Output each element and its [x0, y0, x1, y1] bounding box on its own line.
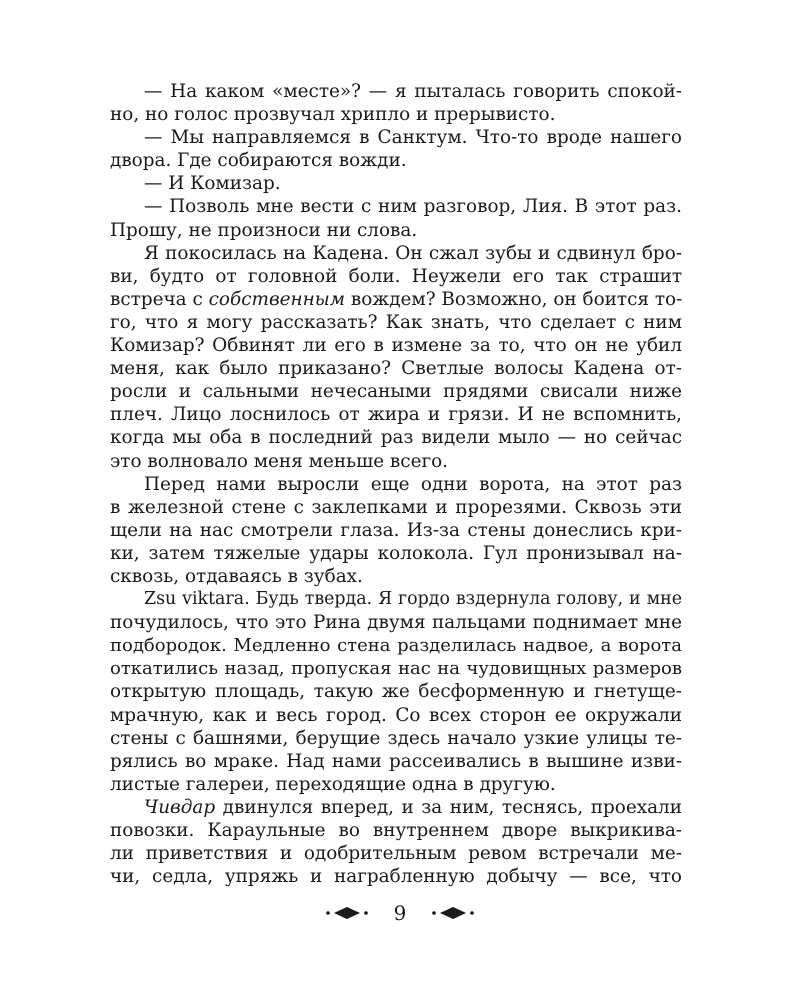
text-line: откатились назад, пропуская нас на чудовищных размеров	[110, 658, 682, 680]
text-line: — Позволь мне вести с ним разговор, Лия. В этот раз.	[144, 196, 682, 218]
right-ornament-icon	[428, 906, 476, 920]
text-line: — На каком «месте»? — я пыталась говорить спокой-	[144, 81, 682, 102]
text-line: ви, будто от головной боли. Неужели его так страшит	[110, 265, 682, 287]
text-line: Прошу, не произноси ни слова.	[110, 219, 418, 241]
text-line: сквозь, отдаваясь в зубах.	[110, 565, 363, 587]
text-line: плеч. Лицо лоснилось от жира и грязи. И не вспомнить,	[110, 404, 682, 426]
page-footer	[0, 895, 800, 931]
text-line	[110, 796, 682, 819]
text-line: когда мы оба в последний раз видели мыло — но сейчас	[110, 427, 682, 449]
text-line: Комизар? Обвинят ли его в измене за то, что он не убил	[110, 335, 682, 357]
text-line: мрачную, как и весь город. Со всех сторон ее окружали	[110, 704, 682, 726]
text-line: Перед нами выросли еще одни ворота, на этот раз	[144, 473, 682, 495]
page-number: 9	[393, 901, 407, 925]
text-segment: встреча с	[110, 288, 209, 310]
text-line: меня, как было приказано? Светлые волосы Кадена от-	[110, 358, 682, 380]
body-text	[110, 80, 682, 888]
text-line: чи, седла, упряжь и награбленную добычу — все, что	[110, 866, 682, 888]
emphasis-text: собственным	[208, 288, 345, 310]
text-line	[110, 288, 682, 311]
text-line: ли приветствия и одобрительным ревом встречали ме-	[110, 843, 682, 865]
text-line: щели на нас смотрели глаза. Из-за стены донеслись кри-	[110, 519, 682, 541]
text-line: повозки. Караульные во внутреннем дворе выкрикива-	[110, 820, 682, 841]
text-line: листые галереи, переходящие одна в другую.	[110, 773, 556, 795]
text-line: — И Комизар.	[144, 173, 281, 195]
emphasis-text: Чивдар	[144, 796, 216, 818]
text-line: это волновало меня меньше всего.	[110, 450, 449, 472]
text-line: Я покосилась на Кадена. Он сжал зубы и сдвинул бро-	[144, 242, 682, 264]
text-segment: вождем? Возможно, он боится то-	[345, 288, 683, 310]
text-line: почудилось, что это Рина двумя пальцами поднимает мне	[110, 612, 682, 634]
text-line: но, но голос прозвучал хрипло и прерывисто.	[110, 104, 556, 126]
left-ornament-icon	[324, 906, 372, 920]
text-line: Zsu viktara. Будь тверда. Я гордо вздернула голову, и мне	[144, 589, 682, 610]
text-line: го, что я могу рассказать? Как знать, что сделает с ним	[110, 311, 682, 333]
text-segment: двинулся вперед, и за ним, теснясь, проехали	[215, 796, 682, 818]
text-line: открытую площадь, такую же бесформенную и гнетуще-	[110, 681, 682, 703]
text-line: подбородок. Медленно стена разделилась надвое, а ворота	[110, 635, 682, 657]
text-line: — Мы направляемся в Санктум. Что-то вроде нашего	[144, 127, 682, 149]
text-line: росли и сальными нечесаными прядями свисали ниже	[110, 381, 682, 403]
text-line: в железной стене с заклепками и прорезями. Сквозь эти	[110, 496, 682, 518]
text-line: ки, затем тяжелые удары колокола. Гул пронизывал на-	[110, 542, 682, 564]
text-line: стены с башнями, берущие здесь начало узкие улицы те-	[110, 727, 682, 749]
text-line: рялись во мраке. Над нами рассеивались в вышине изви-	[110, 750, 682, 772]
text-line: двора. Где собираются вожди.	[110, 150, 407, 172]
